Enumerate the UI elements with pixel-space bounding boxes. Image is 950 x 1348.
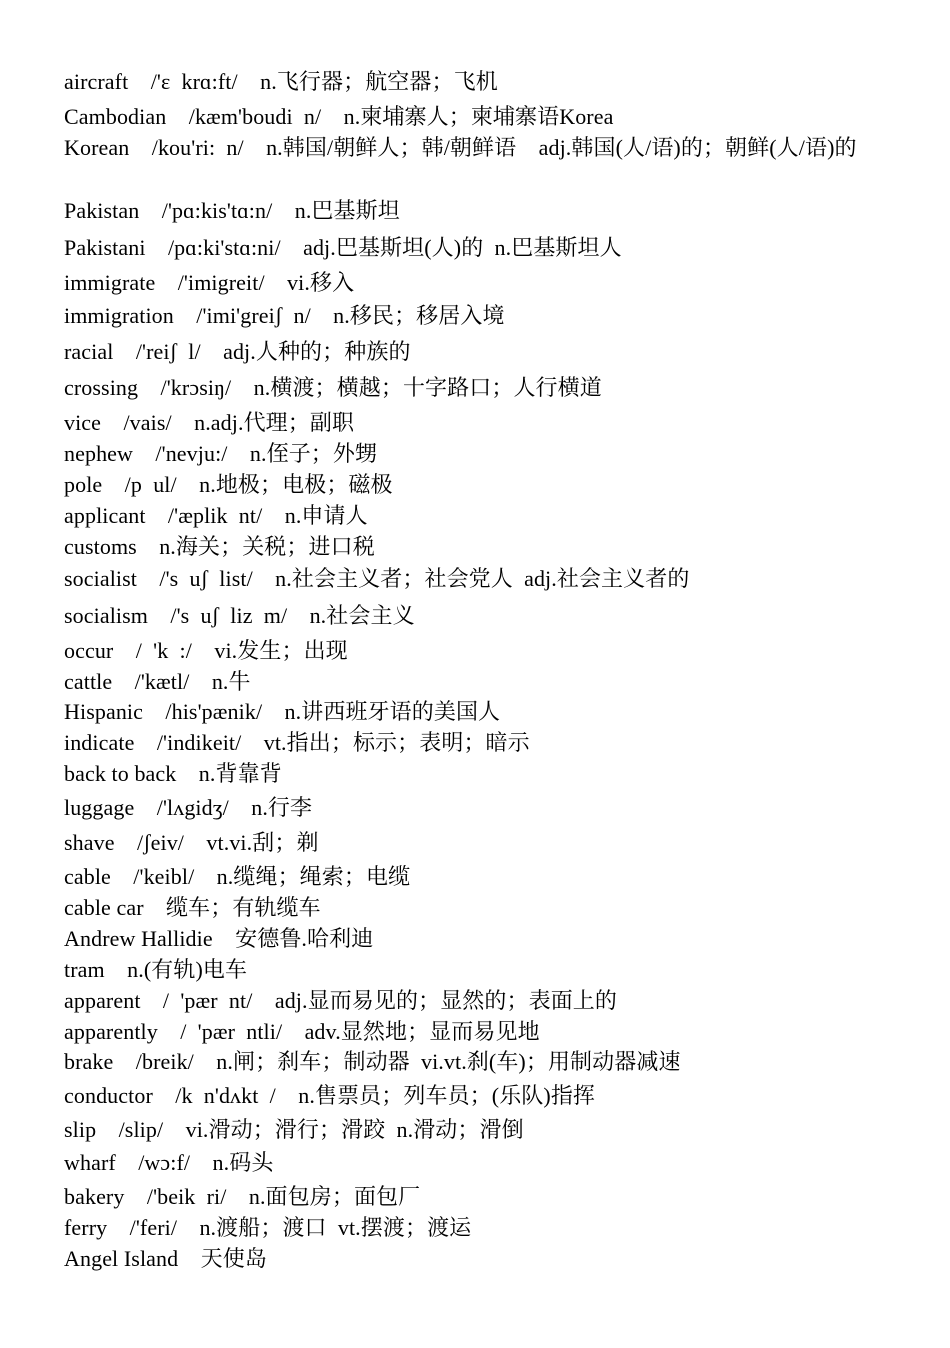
vocab-entry: slip /slip/ vi.滑动；滑行；滑跤 n.滑动；滑倒 [64, 1117, 524, 1142]
vocab-entry: cattle /'kætl/ n.牛 [64, 669, 251, 694]
vocab-entry: conductor /k n'dʌkt / n.售票员；列车员；(乐队)指挥 [64, 1083, 596, 1108]
vocab-entry: indicate /'indikeit/ vt.指出；标示；表明；暗示 [64, 730, 530, 755]
vocab-entry: Pakistani /pɑ:ki'stɑ:ni/ adj.巴基斯坦(人)的 n.巴基斯坦人 [64, 235, 622, 260]
vocab-entry: Pakistan /'pɑ:kis'tɑ:n/ n.巴基斯坦 [64, 198, 400, 223]
vocab-entry: Andrew Hallidie 安德鲁.哈利迪 [64, 926, 374, 951]
vocab-entry: socialism /'s uʃ liz m/ n.社会主义 [64, 603, 415, 628]
vocab-entry: shave /ʃeiv/ vt.vi.刮；剃 [64, 830, 319, 855]
vocab-entry: occur / 'k :/ vi.发生；出现 [64, 638, 348, 663]
vocab-entry: ferry /'feri/ n.渡船；渡口 vt.摆渡；渡运 [64, 1215, 472, 1240]
vocab-entry: Korean /kou'ri: n/ n.韩国/朝鲜人；韩/朝鲜语 adj.韩国(人/语)的；朝鲜(人/语)的 [64, 135, 857, 160]
vocab-entry: immigration /'imi'greiʃ n/ n.移民；移居入境 [64, 303, 505, 328]
vocab-entry: luggage /'lʌgidʒ/ n.行李 [64, 795, 313, 820]
vocab-entry: wharf /wɔ:f/ n.码头 [64, 1150, 274, 1175]
vocab-entry: cable car 缆车；有轨缆车 [64, 895, 321, 920]
vocab-entry: nephew /'nevju:/ n.侄子；外甥 [64, 441, 378, 466]
vocab-entry: apparent / 'pær nt/ adj.显而易见的；显然的；表面上的 [64, 988, 618, 1013]
vocab-entry: vice /vais/ n.adj.代理；副职 [64, 410, 355, 435]
vocab-entry: applicant /'æplik nt/ n.申请人 [64, 503, 368, 528]
vocab-entry: bakery /'beik ri/ n.面包房；面包厂 [64, 1184, 421, 1209]
vocab-entry: socialist /'s uʃ list/ n.社会主义者；社会党人 adj.社会主义者的 [64, 566, 690, 591]
vocab-entry: racial /'reiʃ l/ adj.人种的；种族的 [64, 339, 411, 364]
vocab-entry: apparently / 'pær ntli/ adv.显然地；显而易见地 [64, 1019, 540, 1044]
vocab-entry: brake /breik/ n.闸；刹车；制动器 vi.vt.刹(车)；用制动器减速 [64, 1049, 681, 1074]
vocab-entry: tram n.(有轨)电车 [64, 957, 248, 982]
vocab-entry: aircraft /'ɛ krɑ:ft/ n.飞行器；航空器；飞机 [64, 69, 498, 94]
vocab-entry: pole /p ul/ n.地极；电极；磁极 [64, 472, 393, 497]
vocab-entry: cable /'keibl/ n.缆绳；绳索；电缆 [64, 864, 411, 889]
vocab-entry: customs n.海关；关税；进口税 [64, 534, 375, 559]
vocab-entry: Cambodian /kæm'boudi n/ n.柬埔寨人；柬埔寨语Korea [64, 104, 614, 129]
vocab-entry: back to back n.背靠背 [64, 761, 282, 786]
vocab-entry: Angel Island 天使岛 [64, 1246, 267, 1271]
vocab-entry: immigrate /'imigreit/ vi.移入 [64, 270, 355, 295]
vocab-entry: crossing /'krɔsiŋ/ n.横渡；横越；十字路口；人行横道 [64, 375, 602, 400]
vocab-entry: Hispanic /his'pænik/ n.讲西班牙语的美国人 [64, 699, 501, 724]
